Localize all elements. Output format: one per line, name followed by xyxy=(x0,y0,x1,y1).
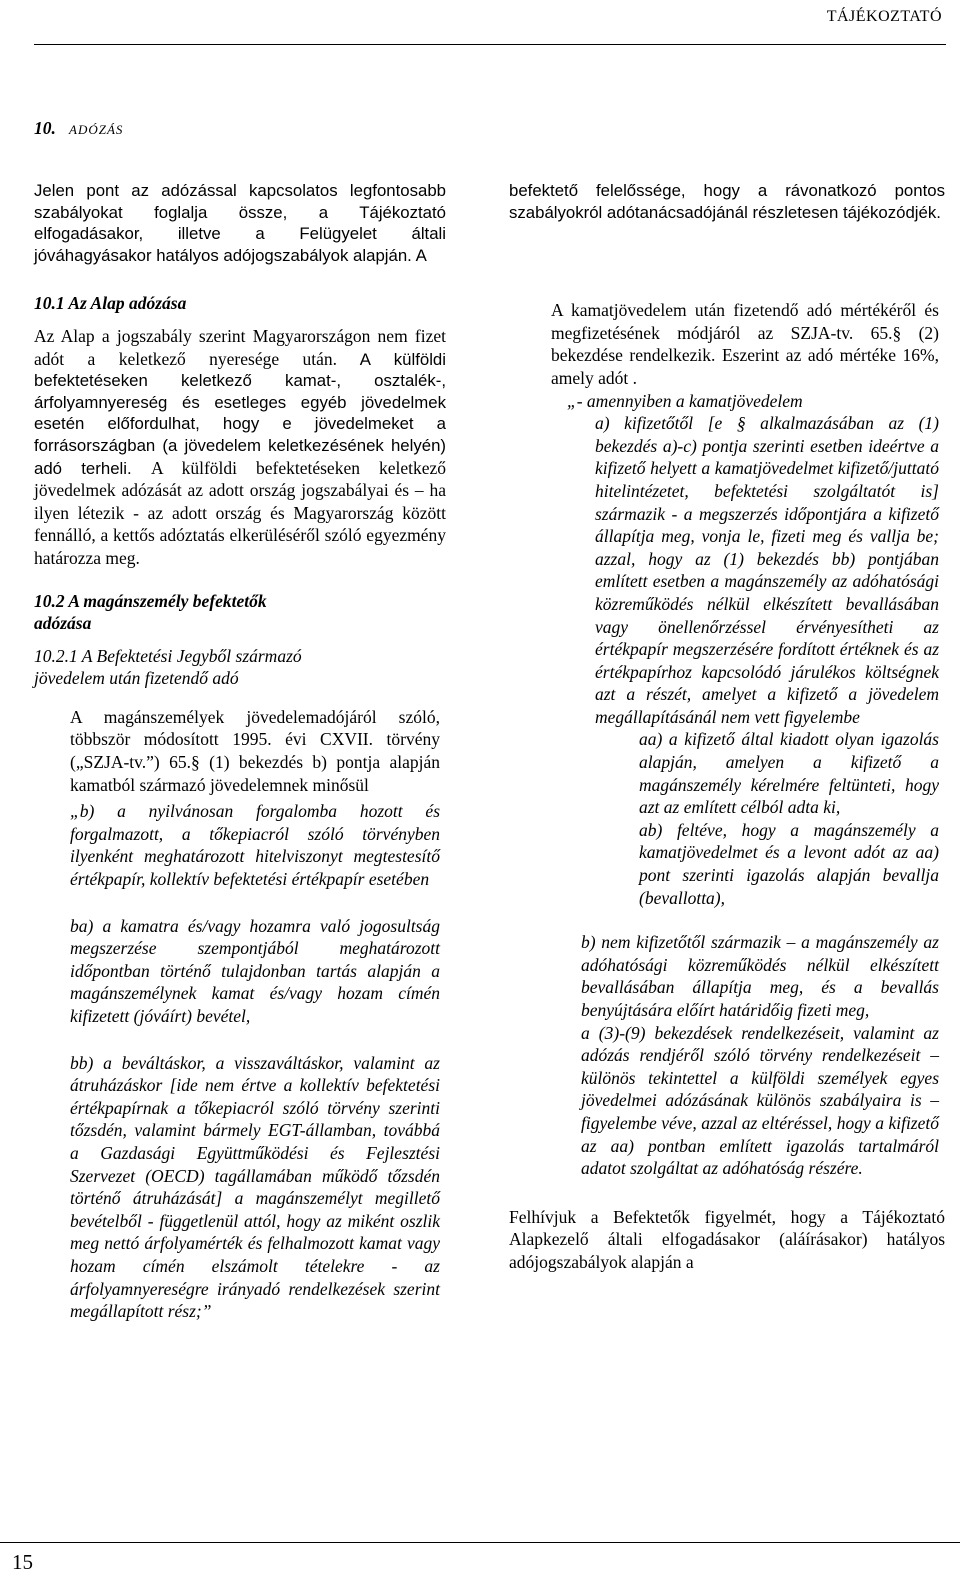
quote-aa: aa) a kifizető által kiadott olyan igazolás alapján, amelyen a kifizető a magánszemély kérelmére feltünteti, hogy azt az említett célból adta ki, xyxy=(639,729,939,818)
heading-10-2: 10.2 A magánszemély befektetők adózása xyxy=(34,590,267,634)
quote-bb: bb) a beváltáskor, a visszaváltáskor, valamint az átruházáskor [ide nem értve a kollektív befektetési értékpapírnak a tőkepiacról szóló törvény szerinti tőzsdén, valamint bármely EGT-államban, továbbá a Gazdasági Együttműködési és Fejlesztési Szervezet (OECD) tagállamában működő tőzsdén történő átruházását] a magánszemélyt megillető bevételből - függetlenül attól, hogy az miként oszlik meg nettó árfolyamérték és felhalmozott kamat vagy hozam címén elszámolt tételekre - az árfolyamnyereségre irányadó rendelkezések szerint megállapított rész;” xyxy=(70,1052,440,1322)
paragraph-10-2-1: A magánszemélyek jövedelemadójáról szóló, többször módosított 1995. évi CXVII. törvény („SZJA-tv.”) 65.§ (1) bekezdés b) pontja alapján kamatból származó jövedelemnek minősül xyxy=(70,706,440,795)
intro-paragraph: Jelen pont az adózással kapcsolatos legfontosabb szabályokat foglalja össze, a Tájékoztató elfogadásakor, illetve a Felügyelet általi jóváhagyásakor hatályos adójogszabályok alapján. A xyxy=(34,181,446,265)
right-intro-paragraph: befektető felelőssége, hogy a rávonatkozó pontos szabályokról adótanácsadójánál részletesen tájékozódjék. xyxy=(509,181,945,222)
header-title: TÁJÉKOZTATÓ xyxy=(826,8,942,25)
quote-a-3-9: a (3)-(9) bekezdések rendelkezéseit, valamint az adózás rendjéről szóló törvény rendelkezéseit – különös tekintettel a külföldi személyek egyes jövedelmei adózásának különös szabályaira is – figyelembe véve, azzal az eltéréssel, hogy a kifizető az aa) pontban említett igazolás tartalmáról adatot szolgáltat az adóhatóság részére. xyxy=(581,1022,939,1179)
page-number: 15 xyxy=(12,1550,33,1574)
paragraph-10-1-a: Az Alap a jogszabály szerint Magyarországon nem fizet adót a keletkező nyeresége után. xyxy=(34,325,446,369)
section-heading xyxy=(34,118,123,139)
quote-a: a) kifizetőtől [e § alkalmazásában az (1) bekezdés a)-c) pontja szerinti esetben ideértve a kifizető helyett a kamatjövedelmet kifizető/juttató hitelintézetet, befektetési szolgáltatót is] származik - a megszerzés időpontjára a kifizető állapítja meg, vonja le, fizeti meg és vallja be; azzal, hogy az (1) bekezdés bb) pontjában említett esetben a magánszemély az adóhatósági közreműködés nélkül elkészített bevallásában vagy önellenőrzéssel érvényesítheti az értékpapír megszerzésére fordított értéknek és az értékpapírhoz kapcsolódó járulékos költségnek azt a részét, amelyet a kifizető a jövedelem megállapításánál nem vett figyelembe xyxy=(595,413,939,727)
paragraph-kamat: A kamatjövedelem után fizetendő adó mértékéről és megfizetésének módjáról az SZJA-tv. 65.§ (2) bekezdése rendelkezik. Eszerint az adó mértéke 16%, amely adót . xyxy=(551,300,939,388)
quote-ba: ba) a kamatra és/vagy hozamra való jogosultság megszerzése szempontjából meghatározott időpontban történő tulajdonban tartás alapján a magánszemélynek kamat és/vagy hozam címén kifizetett (jóváírt) bevétel, xyxy=(70,915,440,1026)
paragraph-10-1-c: A külföldi befektetéseken keletkező jövedelmek adózását az adott ország jogszabályai és – ha ilyen létezik - az adott ország és Magyarország között fennálló, a kettős adóztatás elkerüléséről szóló egyezmény határozza meg. xyxy=(34,457,446,568)
section-number: 10. xyxy=(34,118,56,138)
heading-10-2-1: 10.2.1 A Befektetési Jegyből származó jövedelem után fizetendő adó xyxy=(34,645,302,689)
right-column xyxy=(509,180,945,1274)
paragraph-10-1-b: A külföldi befektetéseken keletkező kamat-, osztalék-, árfolyamnyereség és esetleges egyéb jövedelmek esetén előfordulhat, hogy e jövedelmeket a forrásországban (a jövedelem keletkezésének helyén) adó terheli. xyxy=(34,349,446,478)
paragraph-10-1 xyxy=(34,325,446,570)
quote-b: „b) a nyilvánosan forgalomba hozott és forgalmazott, a tőkepiacról szóló törvényben ilyenként meghatározott hitelviszonyt megtestesítő értékpapír, kollektív befektetési értékpapír esetében xyxy=(70,801,440,890)
footer-divider xyxy=(0,1542,960,1543)
heading-10-1: 10.1 Az Alap adózása xyxy=(34,293,187,314)
header-divider xyxy=(34,44,946,45)
final-paragraph: Felhívjuk a Befektetők figyelmét, hogy a Tájékoztató Alapkezelő általi elfogadásakor (aláírásakor) hatályos adójogszabályok alapján a xyxy=(509,1206,945,1272)
quote-intro: „- amennyiben a kamatjövedelem xyxy=(567,390,803,411)
left-column xyxy=(34,180,446,1323)
quote-ab: ab) feltéve, hogy a magánszemély a kamatjövedelmet és a levont adót az aa) pont szerinti igazolás alapján bevallja (bevallotta), xyxy=(639,819,939,908)
quote-b-right: b) nem kifizetőtől származik – a magánszemély az adóhatósági közreműködés nélkül elkészített bevallásában állapítja meg, és a bevallás benyújtására előírt határidőig fizeti meg, xyxy=(581,932,939,1020)
section-title: ADÓZÁS xyxy=(69,122,124,137)
